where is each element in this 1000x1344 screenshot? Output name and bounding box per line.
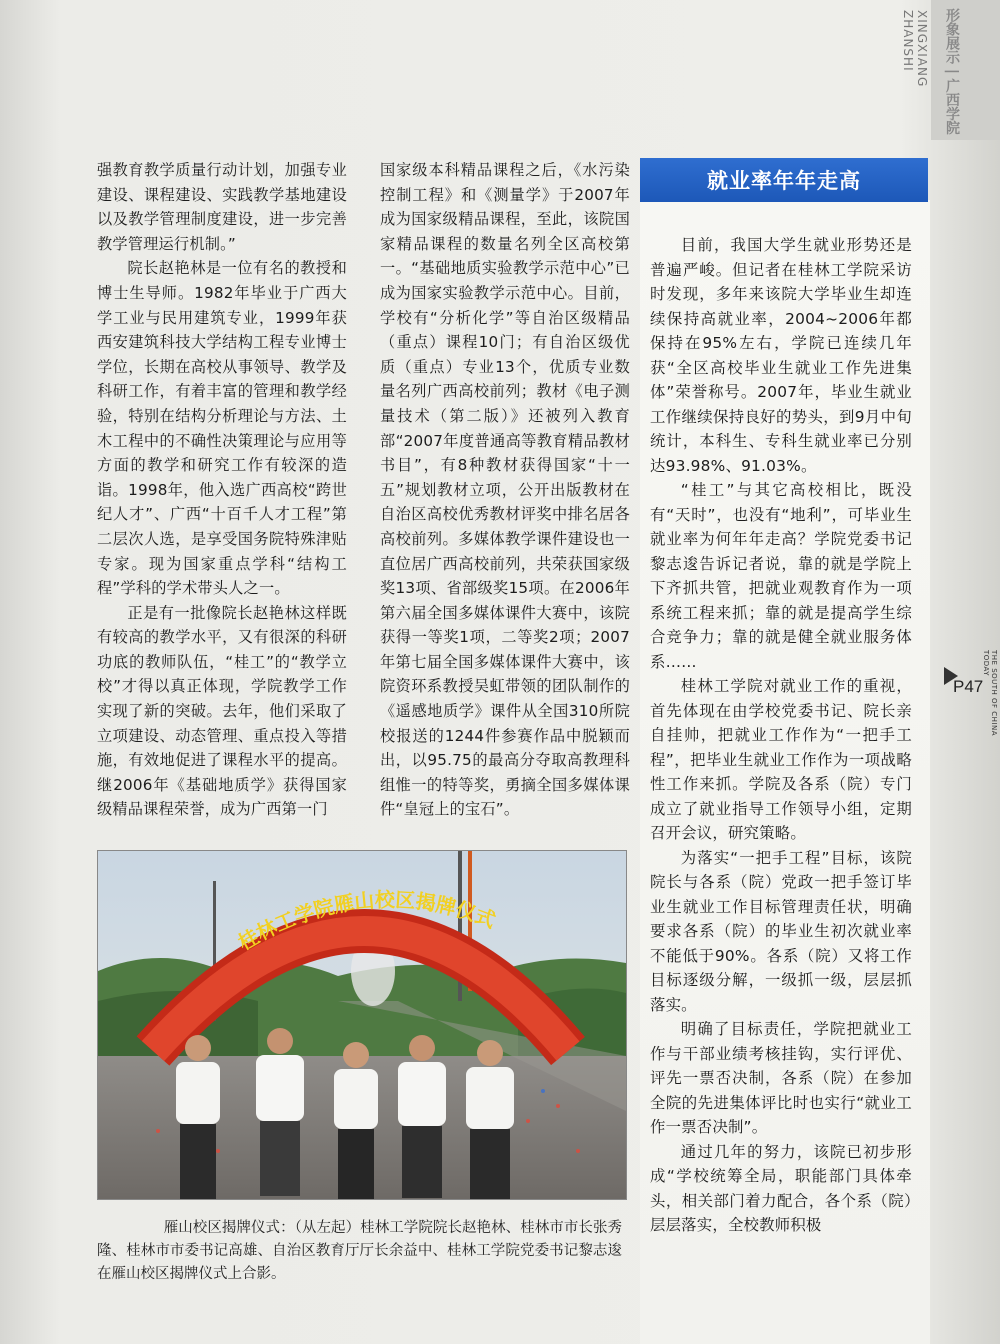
- paragraph: 明确了目标责任，学院把就业工作与干部业绩考核挂钩，实行评优、评先一票否决制，各系（院）在参加全院的先进集体评比时也实行“就业工作一票否决制”。: [650, 1020, 912, 1136]
- paragraph: 强教育教学质量行动计划，加强专业建设、课程建设、实践教学基地建设以及教学管理制度建设，进一步完善教学管理运行机制。”: [97, 161, 347, 253]
- sidebar-title: 就业率年年走高: [640, 158, 928, 202]
- paragraph: 院长赵艳林是一位有名的教授和博士生导师。1982年毕业于广西大学工业与民用建筑专业，1999年获西安建筑科技大学结构工程专业博士学位，长期在高校从事领导、教学及科研工作，有着丰富的管理和教学经验，特别在结构分析理论与方法、土木工程中的不确性决策理论与应用等方面的教学和研究工作有较深的造诣。1998年，他入选广西高校“跨世纪人才”、广西“十百千人才工程”第二层次人选，是享受国务院特殊津贴专家。现为国家重点学科“结构工程”学科的学术带头人之一。: [97, 259, 347, 598]
- arch-banner-text: 桂林工学院雁山校区揭牌仪式: [233, 887, 499, 955]
- paragraph: 桂林工学院对就业工作的重视，首先体现在由学校党委书记、院长亲自挂帅，把就业工作作为“一把手工程”，把毕业生就业工作作为一项战略性工作来抓。学院及各系（院）专门成立了就业指导工作领导小组，定期召开会议，研究策略。: [650, 677, 912, 842]
- paragraph: 目前，我国大学生就业形势还是普遍严峻。但记者在桂林工学院采访时发现，多年来该院大学毕业生却连续保持高就业率，2004~2006年都保持在95%左右，学院已连续几年获“全区高校毕业生就业工作先进集体”荣誉称号。2007年，毕业生就业工作继续保持良好的势头，到9月中旬统计，本科生、专科生就业率已分别达93.98%、91.03%。: [650, 236, 912, 475]
- paragraph: 通过几年的努力，该院已初步形成“学校统筹全局，职能部门具体牵头，相关部门着力配合，各个系（院）层层落实，全校教师积极: [650, 1142, 912, 1234]
- photo-caption: [97, 1217, 622, 1286]
- article-column-2: [380, 158, 630, 822]
- sidebar-column: [650, 233, 912, 1238]
- side-caption-vertical: THE SOUTH OF CHINA TODAY: [982, 650, 998, 737]
- paragraph: 国家级本科精品课程之后，《水污染控制工程》和《测量学》于2007年成为国家级精品课程，至此，该院国家精品课程的数量名列全区高校第一。“基础地质实验教学示范中心”已成为国家实验教学示范中心。目前，学校有“分析化学”等自治区级精品（重点）课程10门；有自治区级优质（重点）专业13个，优质专业数量名列广西高校前列；教材《电子测量技术（第二版）》还被列入教育部“2007年度普通高等教育精品教材书目”，有8种教材获得国家“十一五”规划教材立项，公开出版教材在自治区高校优秀教材评奖中排名居各高校前列。多媒体教学课件建设也一直位居广西高校前列，共荣获国家级奖13项、省部级奖15项。在2006年第六届全国多媒体课件大赛中，该院获得一等奖1项，二等奖2项；2007年第七届全国多媒体课件大赛中，该院资环系教授吴虹带领的团队制作的《遥感地质学》课件从全国310所院校报送的1244件参赛作品中脱颖而出，以95.75的最高分夺取高教理科组惟一的特等奖，勇摘全国多媒体课件“皇冠上的宝石”。: [380, 161, 630, 819]
- page-number: P47: [953, 677, 984, 696]
- ceremony-photo-drawing: [98, 851, 626, 1199]
- section-label-vertical: 形象展示 | 广西学院: [944, 8, 960, 135]
- magazine-header-vertical: XINGXIANG ZHANSHI: [901, 10, 929, 88]
- photo-caption-text: 雁山校区揭牌仪式：（从左起）桂林工学院院长赵艳林、桂林市市长张秀隆、桂林市市委书记高雄、自治区教育厅厅长余益中、桂林工学院党委书记黎志逡在雁山校区揭牌仪式上合影。: [97, 1220, 622, 1282]
- ceremony-photo: [97, 850, 627, 1200]
- paragraph: 正是有一批像院长赵艳林这样既有较高的教学水平，又有很深的科研功底的教师队伍，“桂工”的“教学立校”才得以真正体现，学院教学工作实现了新的突破。去年，他们采取了立项建设、动态管理、重点投入等措施，有效地促进了课程水平的提高。继2006年《基础地质学》获得国家级精品课程荣誉，成为广西第一门: [97, 603, 347, 819]
- paragraph: 为落实“一把手工程”目标，该院院长与各系（院）党政一把手签订毕业生就业工作目标管理责任状，明确要求各系（院）的毕业生初次就业率不能低于90%。各系（院）又将工作目标逐级分解，一级抓一级，层层抓落实。: [650, 848, 912, 1014]
- article-column-1: [97, 158, 347, 822]
- paragraph: “桂工”与其它高校相比，既没有“天时”，也没有“地利”，可毕业生就业率为何年年走高？学院党委书记黎志逡告诉记者说，靠的就是学院上下齐抓共管，把就业观教育作为一项系统工程来抓；靠的就是提高学生综合竞争力；靠的就是健全就业服务体系……: [650, 481, 912, 671]
